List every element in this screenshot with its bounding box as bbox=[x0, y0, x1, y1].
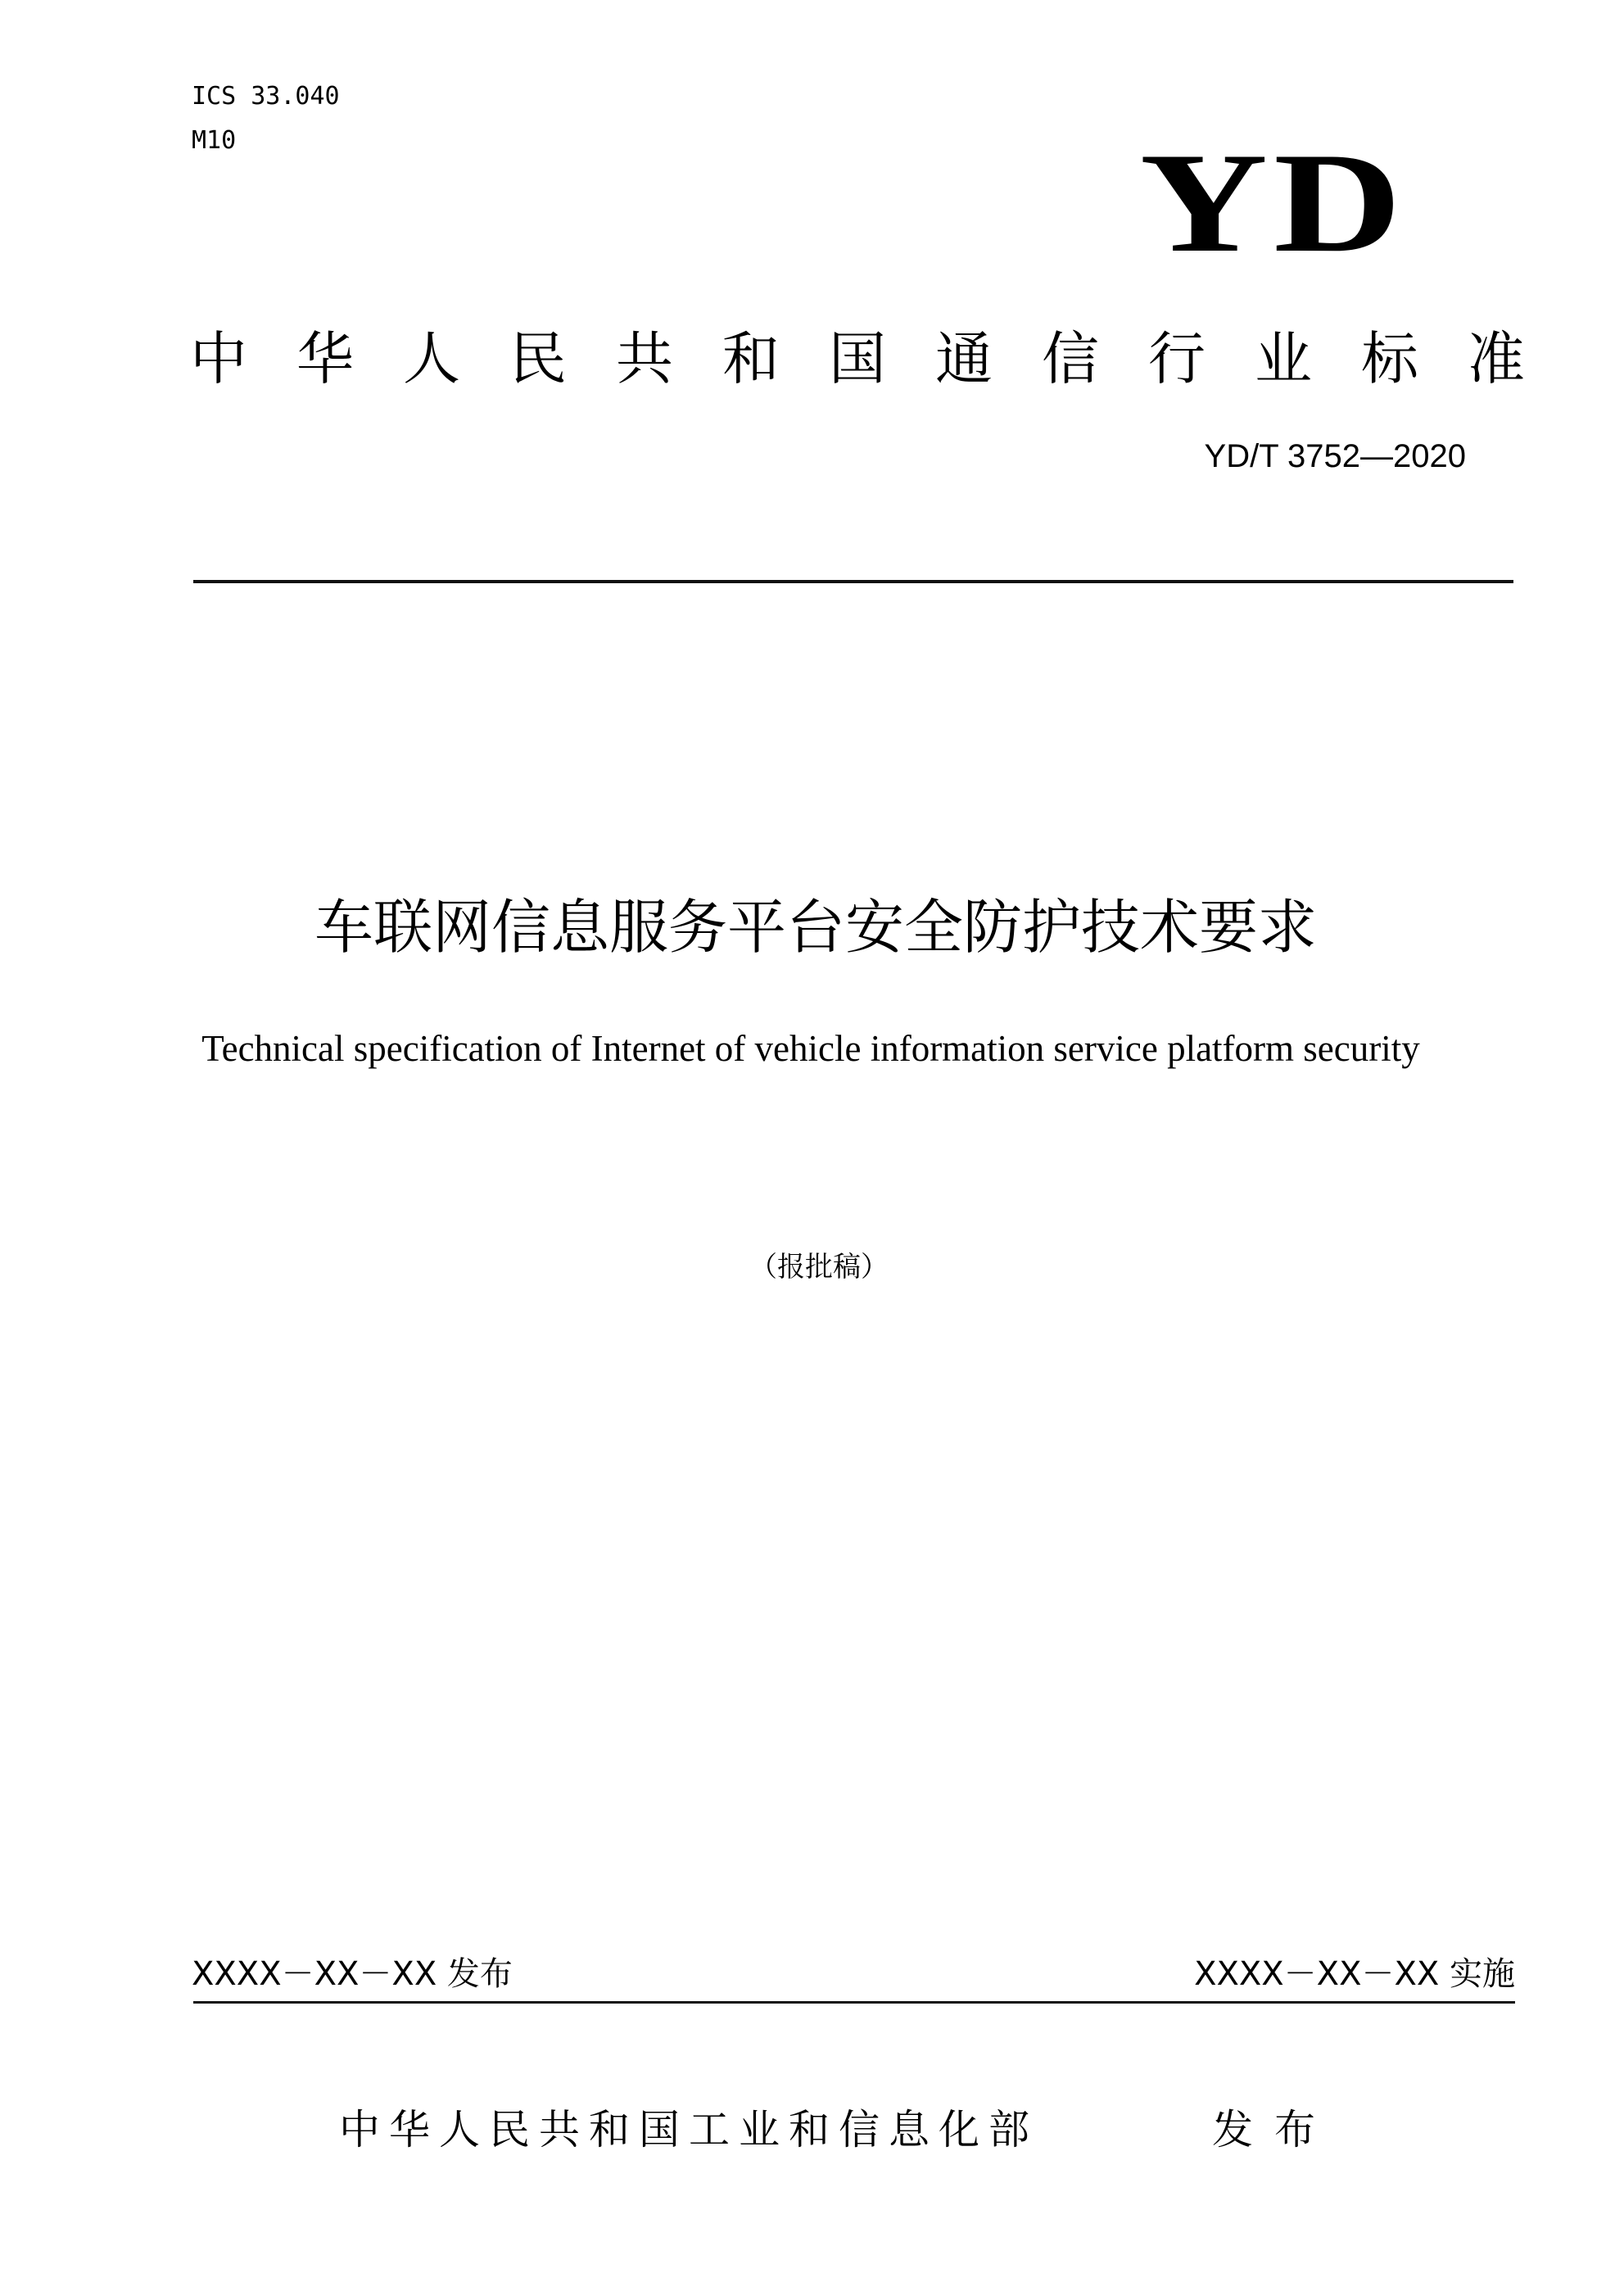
bottom-divider bbox=[193, 2001, 1515, 2004]
issue-label: 发布 bbox=[1212, 2106, 1337, 2153]
effective-date: XXXX－XX－XX 实施 bbox=[1194, 1955, 1515, 1993]
ccs-code: M10 bbox=[192, 126, 237, 155]
document-title-english: Technical specification of Internet of vehicle information service platform security bbox=[201, 1028, 1420, 1069]
draft-status: （报批稿） bbox=[749, 1251, 889, 1284]
yd-logo: YD bbox=[1139, 124, 1408, 283]
issuing-authority: 中华人民共和国工业和信息化部 bbox=[339, 2106, 1038, 2153]
standard-code: YD/T 3752—2020 bbox=[1204, 438, 1466, 474]
standard-category: 中华人民共和国通信行业标准 bbox=[190, 325, 1574, 392]
ics-code: ICS 33.040 bbox=[192, 82, 340, 111]
document-title-chinese: 车联网信息服务平台安全防护技术要求 bbox=[314, 893, 1317, 962]
top-divider bbox=[193, 580, 1513, 583]
release-date: XXXX－XX－XX 发布 bbox=[192, 1955, 513, 1993]
